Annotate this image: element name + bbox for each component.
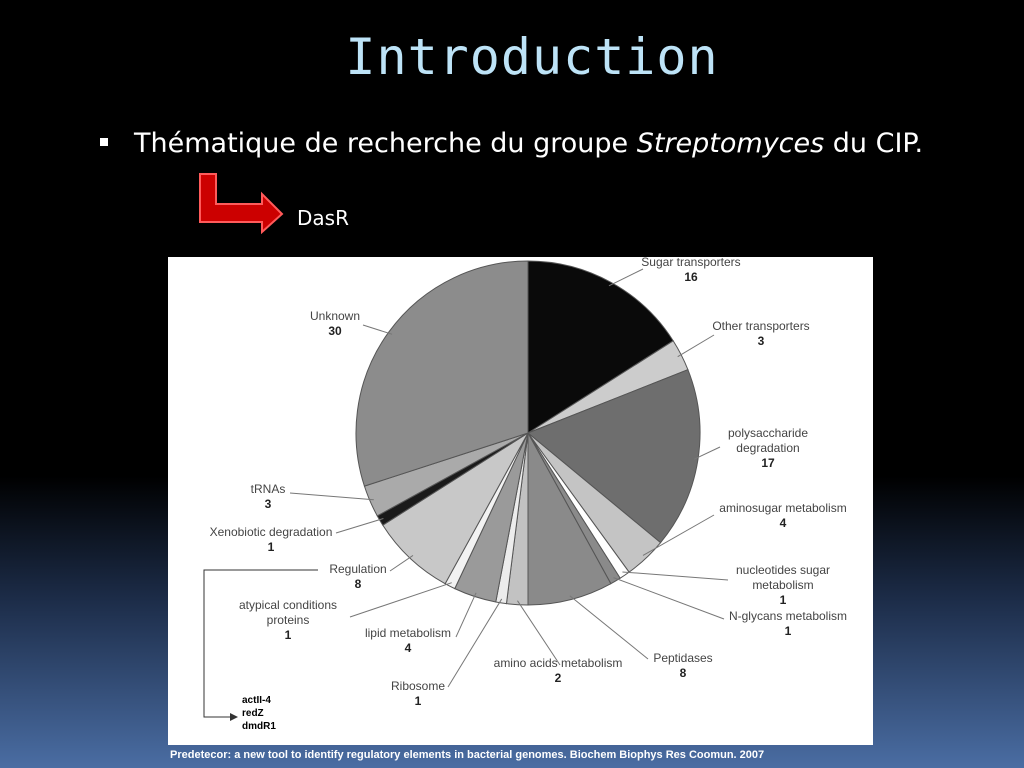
leader-line-9 <box>456 593 476 637</box>
pie-label-13: tRNAs 3 <box>250 482 286 511</box>
leader-line-4 <box>622 572 728 580</box>
pie-label-8: Ribosome 1 <box>390 679 446 708</box>
pie-label-9: lipid metabolism 4 <box>364 626 452 655</box>
leader-line-6 <box>570 596 648 659</box>
bracket-arrowhead-icon <box>230 713 238 721</box>
pie-chart <box>168 257 873 745</box>
bullet-point <box>100 128 923 159</box>
leader-line-11 <box>390 555 413 571</box>
bullet-text-after: du CIP. <box>824 128 924 159</box>
pie-label-5: N-glycans metabolism 1 <box>728 609 848 638</box>
bullet-text-italic: Streptomyces <box>636 128 825 159</box>
slide-title: Introduction <box>345 28 719 86</box>
pie-label-14: Unknown 30 <box>309 309 361 338</box>
regulation-sublist <box>242 694 276 733</box>
pie-label-10: atypical conditions proteins 1 <box>238 598 338 642</box>
leader-line-5 <box>614 578 724 619</box>
sublist-item-2: dmdR1 <box>242 721 276 732</box>
square-bullet-icon <box>100 138 108 146</box>
leader-line-10 <box>350 583 452 617</box>
leader-line-14 <box>363 325 392 334</box>
pie-label-6: Peptidases 8 <box>653 651 713 680</box>
dasr-label: DasR <box>297 206 349 230</box>
pie-label-2: polysaccharide degradation 17 <box>727 426 809 470</box>
leader-line-1 <box>678 335 714 357</box>
pie-label-1: Other transporters 3 <box>712 319 810 348</box>
pie-label-3: aminosugar metabolism 4 <box>719 501 847 530</box>
red-elbow-arrow-icon <box>196 172 288 234</box>
sublist-item-0: actII-4 <box>242 695 271 706</box>
sublist-item-1: redZ <box>242 708 264 719</box>
pie-label-7: amino acids metabolism 2 <box>493 656 623 685</box>
leader-line-13 <box>290 493 374 500</box>
leader-line-12 <box>336 519 383 533</box>
pie-label-12: Xenobiotic degradation 1 <box>209 525 333 554</box>
pie-label-11: Regulation 8 <box>329 562 387 591</box>
leader-line-0 <box>609 269 643 286</box>
pie-label-0: Sugar transporters 16 <box>641 257 741 284</box>
bullet-text-before: Thématique de recherche du groupe <box>134 128 637 159</box>
leader-line-8 <box>448 599 502 687</box>
pie-chart-figure <box>168 257 873 745</box>
citation-caption: Predetecor: a new tool to identify regulatory elements in bacterial genomes. Biochem Biophys Res Coomun. 2007 <box>170 749 765 761</box>
pie-label-4: nucleotides sugar metabolism 1 <box>735 563 831 607</box>
